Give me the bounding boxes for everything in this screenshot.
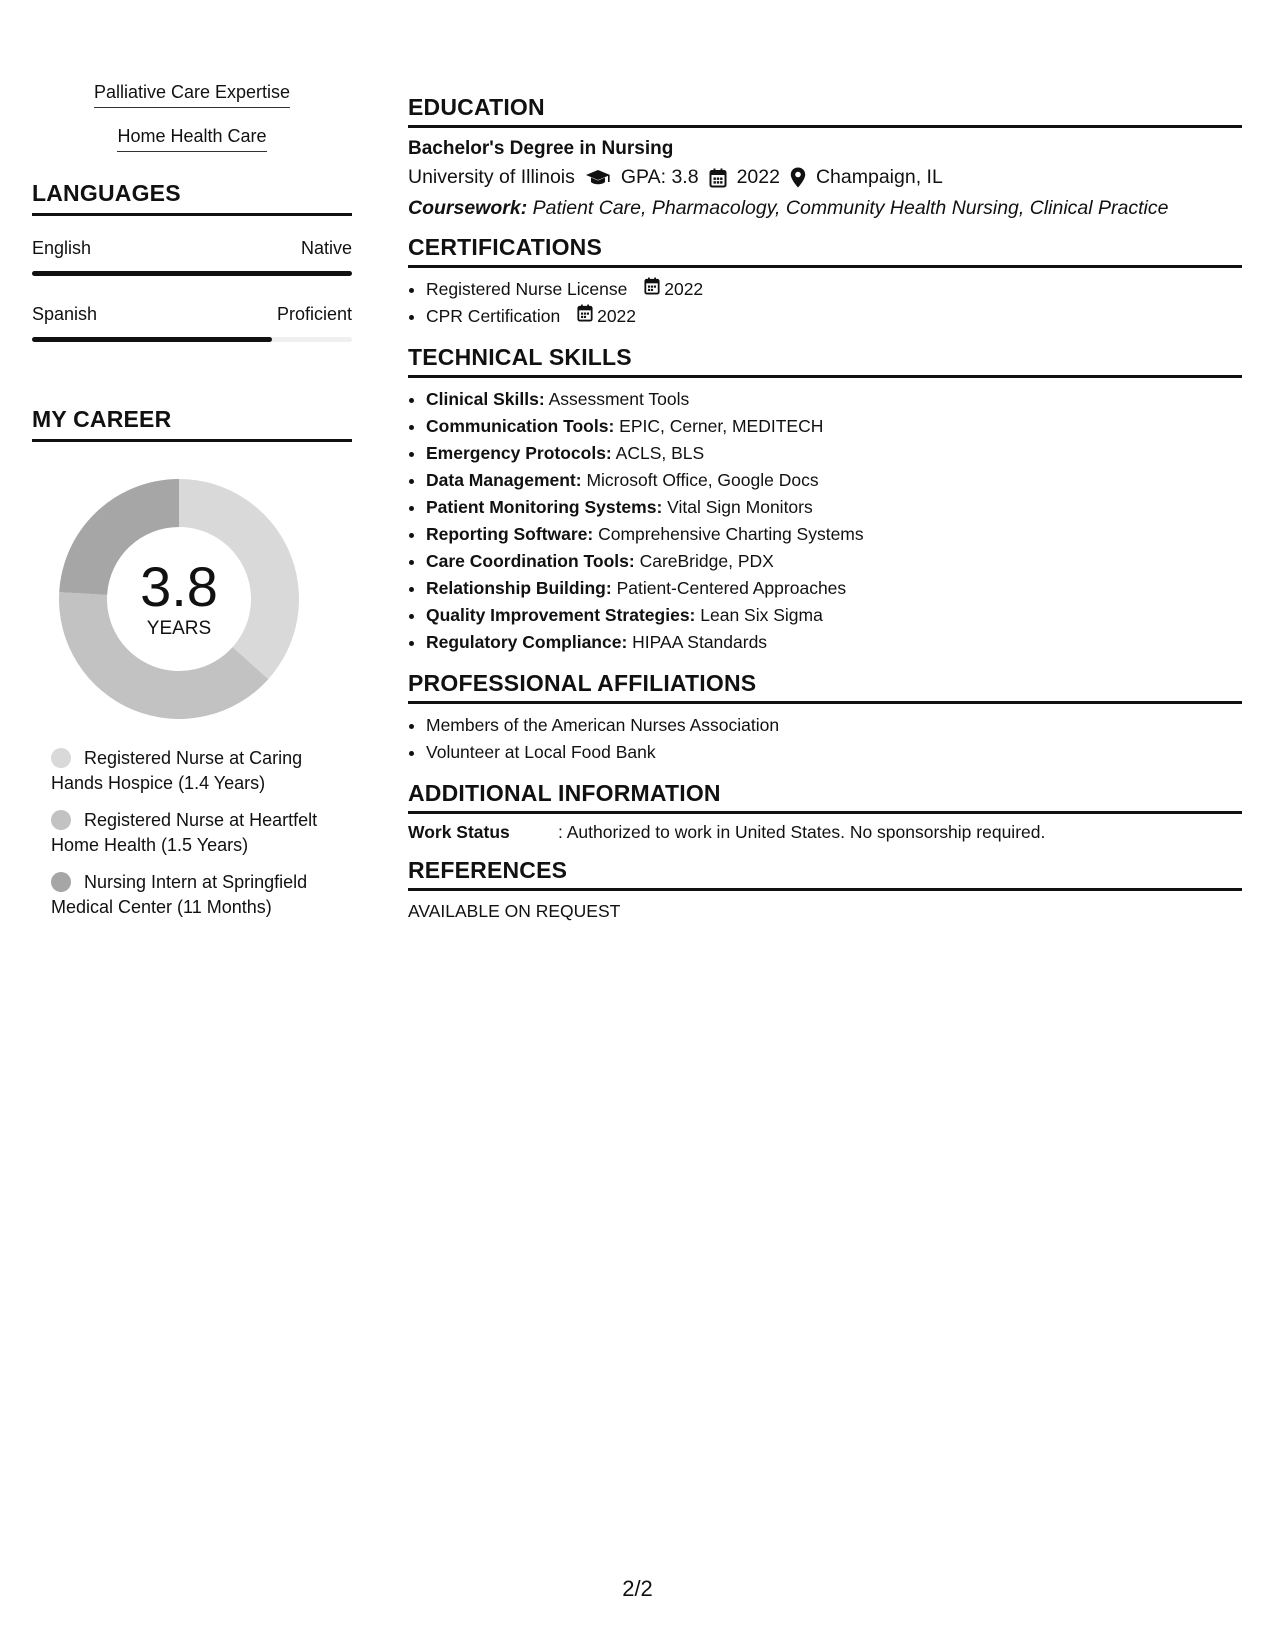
- language-row: [32, 238, 352, 276]
- career-donut-chart: [54, 474, 304, 724]
- legend-dot-icon: [51, 810, 71, 830]
- gpa: GPA: 3.8: [620, 166, 699, 188]
- list-item: [426, 276, 1242, 303]
- education-section: [408, 94, 1242, 220]
- languages-section: [32, 180, 352, 342]
- skill-value: CareBridge, PDX: [639, 551, 774, 571]
- work-status-value: : Authorized to work in United States. No sponsorship required.: [558, 822, 1046, 842]
- languages-heading: LANGUAGES: [32, 180, 352, 216]
- language-bar-fill: [32, 271, 352, 276]
- list-item: [426, 629, 1242, 656]
- list-item: [426, 521, 1242, 548]
- language-bar-track: [32, 271, 352, 276]
- career-section: [32, 406, 352, 920]
- affiliations-section: [408, 670, 1242, 766]
- skill-tag: Home Health Care: [117, 126, 266, 152]
- list-item: [426, 386, 1242, 413]
- career-legend-label: Registered Nurse at Heartfelt Home Health (1.5 Years): [51, 810, 318, 855]
- career-legend-item: [51, 808, 352, 858]
- language-bar-track: [32, 337, 352, 342]
- certification-year: 2022: [597, 306, 637, 326]
- skill-category: Patient Monitoring Systems:: [426, 497, 663, 517]
- references-section: [408, 857, 1242, 922]
- skill-category: Data Management:: [426, 470, 582, 490]
- language-name: English: [32, 238, 92, 258]
- career-legend-item: [51, 870, 352, 920]
- career-legend-label: Registered Nurse at Caring Hands Hospice (1.4 Years): [51, 748, 303, 793]
- technical-skills-section: [408, 344, 1242, 656]
- degree-title: Bachelor's Degree in Nursing: [408, 138, 674, 159]
- school-name: University of Illinois: [408, 166, 575, 188]
- map-pin-icon: [790, 167, 806, 188]
- skill-value: HIPAA Standards: [632, 632, 768, 652]
- certifications-section: [408, 234, 1242, 330]
- affiliations-heading: PROFESSIONAL AFFILIATIONS: [408, 670, 1242, 704]
- language-name: Spanish: [32, 304, 98, 324]
- career-legend: [32, 746, 352, 920]
- skill-value: Assessment Tools: [548, 389, 690, 409]
- legend-dot-icon: [51, 748, 71, 768]
- list-item: [426, 440, 1242, 467]
- list-item: [426, 494, 1242, 521]
- certification-name: CPR Certification: [426, 306, 561, 326]
- list-item: [426, 548, 1242, 575]
- skill-category: Emergency Protocols:: [426, 443, 612, 463]
- skill-value: ACLS, BLS: [615, 443, 705, 463]
- certification-year: 2022: [664, 279, 704, 299]
- language-bar-fill: [32, 337, 272, 342]
- career-legend-item: [51, 746, 352, 796]
- affiliations-list: [408, 712, 1242, 766]
- career-total-value: 3.8: [140, 555, 218, 618]
- calendar-icon: [709, 168, 727, 188]
- references-heading: REFERENCES: [408, 857, 1242, 891]
- skill-category: Relationship Building:: [426, 578, 612, 598]
- skill-category: Communication Tools:: [426, 416, 615, 436]
- skill-value: Patient-Centered Approaches: [616, 578, 847, 598]
- calendar-icon: [644, 276, 660, 303]
- coursework: [408, 197, 1242, 220]
- skill-category: Regulatory Compliance:: [426, 632, 628, 652]
- list-item: [426, 467, 1242, 494]
- skills-list: [32, 82, 352, 152]
- additional-info-heading: ADDITIONAL INFORMATION: [408, 780, 1242, 814]
- skill-category: Clinical Skills:: [426, 389, 545, 409]
- school-location: Champaign, IL: [815, 166, 943, 188]
- graduation-cap-icon: [585, 169, 611, 187]
- technical-skills-list: [408, 386, 1242, 656]
- education-heading: EDUCATION: [408, 94, 1242, 128]
- career-heading: MY CAREER: [32, 406, 352, 442]
- list-item: [426, 413, 1242, 440]
- sidebar: [32, 82, 352, 932]
- technical-skills-heading: TECHNICAL SKILLS: [408, 344, 1242, 378]
- career-total-unit: YEARS: [146, 618, 212, 639]
- skill-value: Vital Sign Monitors: [667, 497, 813, 517]
- skill-category: Care Coordination Tools:: [426, 551, 635, 571]
- skill-value: Microsoft Office, Google Docs: [586, 470, 819, 490]
- graduation-year: 2022: [736, 166, 780, 188]
- main-content: [408, 94, 1242, 936]
- work-status-row: [408, 822, 1242, 843]
- work-status-label: Work Status: [408, 822, 510, 842]
- career-legend-label: Nursing Intern at Springfield Medical Center (11 Months): [51, 872, 308, 917]
- legend-dot-icon: [51, 872, 71, 892]
- certifications-list: [408, 276, 1242, 330]
- list-item: • Volunteer at Local Food Bank: [426, 739, 1242, 766]
- skill-category: Quality Improvement Strategies:: [426, 605, 696, 625]
- certification-name: Registered Nurse License: [426, 279, 628, 299]
- calendar-icon: [577, 303, 593, 330]
- skill-value: Comprehensive Charting Systems: [598, 524, 864, 544]
- coursework-label: Coursework:: [408, 197, 528, 219]
- page-number: 2/2: [622, 1576, 653, 1601]
- skill-value: EPIC, Cerner, MEDITECH: [619, 416, 824, 436]
- coursework-list: Patient Care, Pharmacology, Community Health Nursing, Clinical Practice: [532, 197, 1169, 219]
- list-item: • Members of the American Nurses Association: [426, 712, 1242, 739]
- list-item: [426, 575, 1242, 602]
- skill-tag: Palliative Care Expertise: [94, 82, 290, 108]
- language-row: [32, 304, 352, 342]
- education-details: [408, 166, 1242, 189]
- additional-info-section: [408, 780, 1242, 843]
- language-level: Native: [300, 238, 352, 258]
- list-item: [426, 602, 1242, 629]
- list-item: [426, 303, 1242, 330]
- references-text: AVAILABLE ON REQUEST: [408, 901, 621, 921]
- skill-value: Lean Six Sigma: [700, 605, 823, 625]
- certifications-heading: CERTIFICATIONS: [408, 234, 1242, 268]
- language-level: Proficient: [276, 304, 352, 324]
- skill-category: Reporting Software:: [426, 524, 594, 544]
